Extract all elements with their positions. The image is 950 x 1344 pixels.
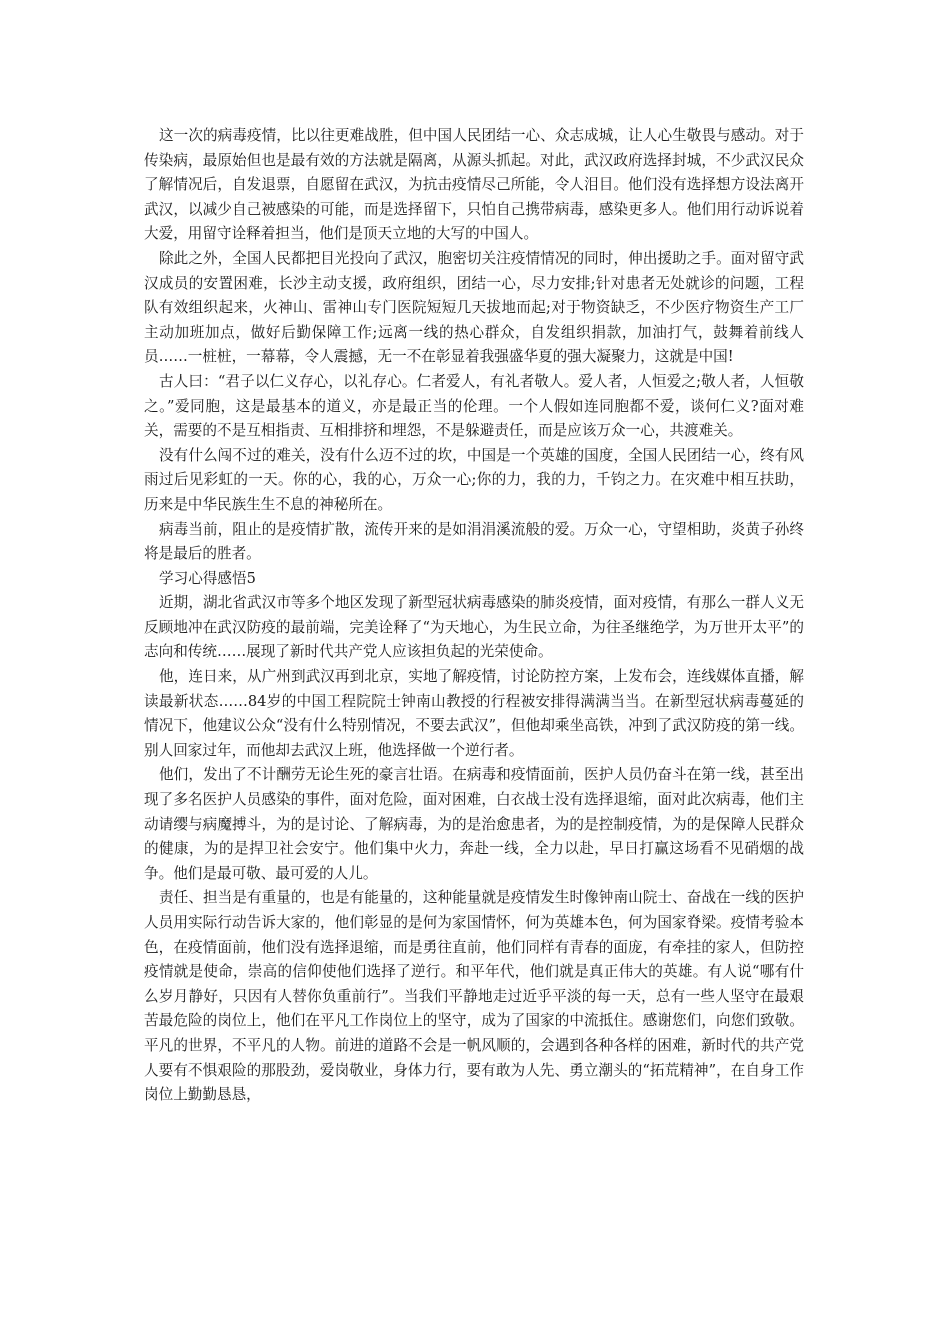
paragraph-1: 这一次的病毒疫情，比以往更难战胜，但中国人民团结一心、众志成城，让人心生敬畏与感动。对于传染病，最原始但也是最有效的方法就是隔离，从源头抓起。对此，武汉政府选择封城，不少武汉民众了解情况后，自发退票，自愿留在武汉，为抗击疫情尽己所能，令人泪目。他们没有选择想方设法离开武汉，以减少自己被感染的可能，而是选择留下，只怕自己携带病毒，感染更多人。他们用行动诉说着大爱，用留守诠释着担当，他们是顶天立地的大写的中国人。 [144, 127, 804, 243]
paragraph-8: 他们，发出了不计酬劳无论生死的豪言壮语。在病毒和疫情面前，医护人员仍奋斗在第一线，甚至出现了多名医护人员感染的事件，面对危险，面对困难，白衣战士没有选择退缩，面对此次病毒，他们主动请缨与病魔搏斗，为的是讨论、了解病毒，为的是治愈患者，为的是控制疫情，为的是保障人民群众的健康，为的是捍卫社会安宁。他们集中火力，奔赴一线，全力以赴，早日打赢这场看不见硝烟的战争。他们是最可敬、最可爱的人儿。 [144, 766, 804, 882]
paragraph-6: 近期，湖北省武汉市等多个地区发现了新型冠状病毒感染的肺炎疫情，面对疫情，有那么一群人义无反顾地冲在武汉防疫的最前端，完美诠释了“为天地心，为生民立命，为往圣继绝学，为万世开太平”的志向和传统……展现了新时代共产党人应该担负起的光荣使命。 [144, 594, 804, 661]
paragraph-5: 病毒当前，阻止的是疫情扩散，流传开来的是如涓涓溪流般的爱。万众一心，守望相助，炎黄子孙终将是最后的胜者。 [144, 520, 804, 563]
section-heading: 学习心得感悟5 [159, 569, 256, 587]
paragraph-7: 他，连日来，从广州到武汉再到北京，实地了解疫情，讨论防控方案，上发布会，连线媒体直播，解读最新状态……84岁的中国工程院院士钟南山教授的行程被安排得满满当当。在新型冠状病毒蔓延的情况下，他建议公众“没有什么特别情况，不要去武汉”，但他却乘坐高铁，冲到了武汉防疫的第一线。别人回家过年，而他却去武汉上班，他选择做一个逆行者。 [144, 668, 804, 759]
paragraph-3: 古人曰：“君子以仁义存心，以礼存心。仁者爱人，有礼者敬人。爱人者，人恒爱之;敬人者，人恒敬之。”爱同胞，这是最基本的道义，亦是最正当的伦理。一个人假如连同胞都不爱，谈何仁义?面对难关，需要的不是互相指责、互相排挤和埋怨，不是躲避责任，而是应该万众一心，共渡难关。 [144, 372, 804, 440]
paragraph-9: 责任、担当是有重量的，也是有能量的，这种能量就是疫情发生时像钟南山院士、奋战在一线的医护人员用实际行动告诉大家的，他们彰显的是何为家国情怀，何为英雄本色，何为国家脊梁。疫情考验本色，在疫情面前，他们没有选择退缩，而是勇往直前，他们同样有青春的面庞，有牵挂的家人，但防控疫情就是使命，崇高的信仰使他们选择了逆行。和平年代，他们就是真正伟大的英雄。有人说“哪有什么岁月静好，只因有人替你负重前行”。当我们平静地走过近乎平淡的每一天，总有一些人坚守在最艰苦最危险的岗位上，他们在平凡工作岗位上的坚守，成为了国家的中流抵住。感谢您们，向您们致敬。平凡的世界，不平凡的人物。前进的道路不会是一帆风顺的，会遇到各种各样的困难，新时代的共产党人要有不惧艰险的那股劲，爱岗敬业，身体力行，要有敢为人先、勇立潮头的“拓荒精神”，在自身工作岗位上勤勤恳恳， [144, 889, 804, 1104]
paragraph-4: 没有什么闯不过的难关，没有什么迈不过的坎，中国是一个英雄的国度，全国人民团结一心，终有风雨过后见彩虹的一天。你的心，我的心，万众一心;你的力，我的力，千钧之力。在灾难中相互扶助，历来是中华民族生生不息的神秘所在。 [144, 446, 804, 513]
document-body [144, 124, 804, 1108]
paragraph-2: 除此之外，全国人民都把目光投向了武汉，胞密切关注疫情情况的同时，伸出援助之手。面对留守武汉成员的安置困难，长沙主动支援，政府组织，团结一心，尽力安排;针对患者无处就诊的问题，工程队有效组织起来，火神山、雷神山专门医院短短几天拔地而起;对于物资缺乏，不少医疗物资生产工厂主动加班加点，做好后勤保障工作;远离一线的热心群众，自发组织捐款，加油打气，鼓舞着前线人员……一桩桩，一幕幕，令人震撼，无一不在彰显着我强盛华夏的强大凝聚力，这就是中国! [144, 249, 804, 366]
